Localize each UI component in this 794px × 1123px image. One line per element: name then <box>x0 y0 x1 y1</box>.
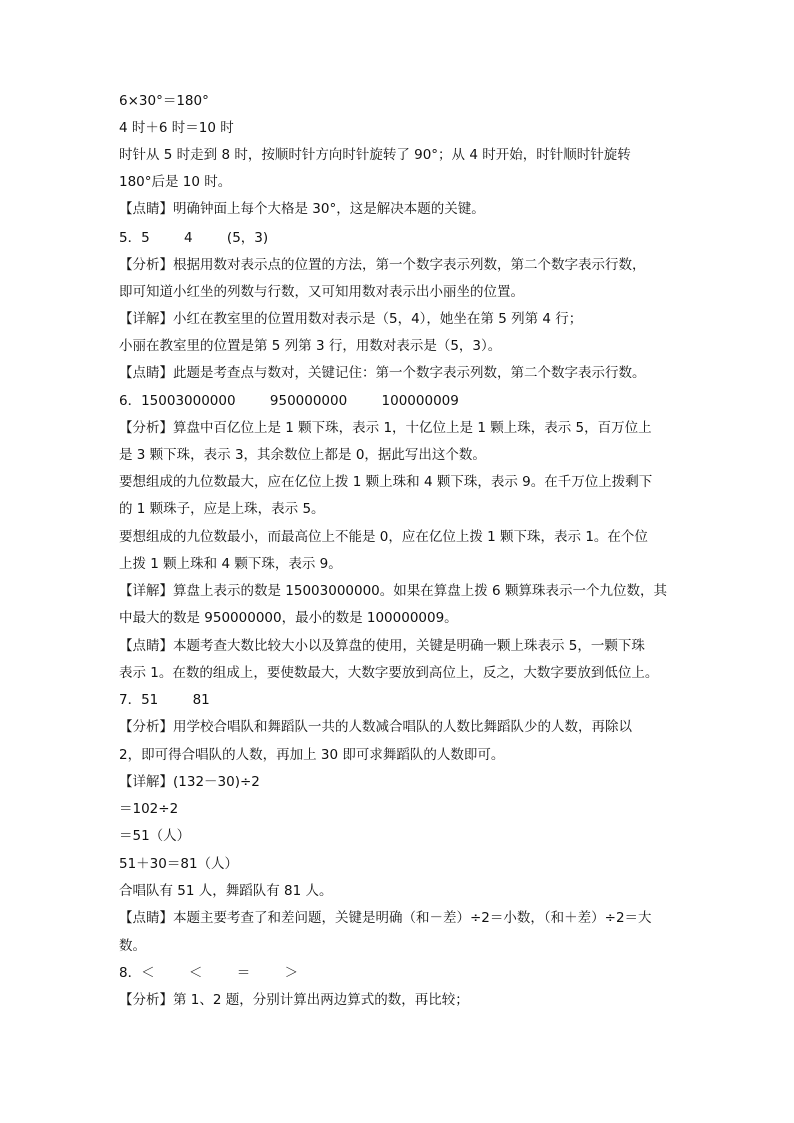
text-line: 【分析】用学校合唱队和舞蹈队一共的人数减合唱队的人数比舞蹈队少的人数，再除以 <box>119 719 632 735</box>
text-line: 要想组成的九位数最大，应在亿位上拨 1 颗上珠和 4 颗下珠，表示 9。在千万位上拨剩下 <box>119 474 653 490</box>
text-line: 【分析】根据用数对表示点的位置的方法，第一个数字表示列数，第二个数字表示行数， <box>119 257 646 273</box>
text-line: 【详解】(132－30)÷2 <box>119 774 260 790</box>
text-line: 数。 <box>119 938 146 954</box>
text-line: 上拨 1 颗上珠和 4 颗下珠，表示 9。 <box>119 556 342 572</box>
text-line: 【分析】第 1、2 题，分别计算出两边算式的数，再比较； <box>119 992 469 1008</box>
text-line: 【点睛】本题考查大数比较大小以及算盘的使用，关键是明确一颗上珠表示 5，一颗下珠 <box>119 638 645 654</box>
text-line: 合唱队有 51 人，舞蹈队有 81 人。 <box>119 883 333 899</box>
text-line: ＝51（人） <box>119 828 191 844</box>
text-line: 2，即可得合唱队的人数，再加上 30 即可求舞蹈队的人数即可。 <box>119 747 505 763</box>
text-line: 小丽在教室里的位置是第 5 列第 3 行，用数对表示是（5，3）。 <box>119 338 502 354</box>
text-line: 180°后是 10 时。 <box>119 174 232 190</box>
text-line: 表示 1。在数的组成上，要使数最大，大数字要放到高位上，反之，大数字要放到低位上。 <box>119 665 659 681</box>
text-line: 【点睛】此题是考查点与数对，关键记住：第一个数字表示列数，第二个数字表示行数。 <box>119 365 646 381</box>
question-answer: 7．51 81 <box>119 692 210 708</box>
question-answer: 6．15003000000 950000000 100000009 <box>119 393 459 409</box>
text-line: 【点睛】本题主要考查了和差问题，关键是明确（和－差）÷2＝小数，（和＋差）÷2＝大 <box>119 910 652 926</box>
text-line: 【分析】算盘中百亿位上是 1 颗下珠，表示 1，十亿位上是 1 颗上珠，表示 5，百万位上 <box>119 420 652 436</box>
text-line: 4 时＋6 时＝10 时 <box>119 120 234 136</box>
question-answer: 5．5 4 (5，3) <box>119 230 269 246</box>
text-line: ＝102÷2 <box>119 801 179 817</box>
text-line: 是 3 颗下珠，表示 3，其余数位上都是 0，据此写出这个数。 <box>119 447 486 463</box>
text-line: 时针从 5 时走到 8 时，按顺时针方向时针旋转了 90°；从 4 时开始，时针顺时针旋转 <box>119 147 631 163</box>
text-line: 即可知道小红坐的列数与行数，又可知用数对表示出小丽坐的位置。 <box>119 284 524 300</box>
text-line: 的 1 颗珠子，应是上珠，表示 5。 <box>119 501 325 517</box>
text-line: 中最大的数是 950000000，最小的数是 100000009。 <box>119 610 458 626</box>
text-line: 6×30°＝180° <box>119 93 209 109</box>
question-answer: 8．＜ ＜ ＝ ＞ <box>119 965 299 981</box>
text-line: 【详解】小红在教室里的位置用数对表示是（5，4），她坐在第 5 列第 4 行； <box>119 311 583 327</box>
text-line: 51＋30＝81（人） <box>119 856 239 872</box>
text-line: 【详解】算盘上表示的数是 15003000000。如果在算盘上拨 6 颗算珠表示一个九位数，其 <box>119 583 667 599</box>
text-line: 【点睛】明确钟面上每个大格是 30°，这是解决本题的关键。 <box>119 201 485 217</box>
text-line: 要想组成的九位数最小，而最高位上不能是 0，应在亿位上拨 1 颗下珠，表示 1。在个位 <box>119 529 648 545</box>
